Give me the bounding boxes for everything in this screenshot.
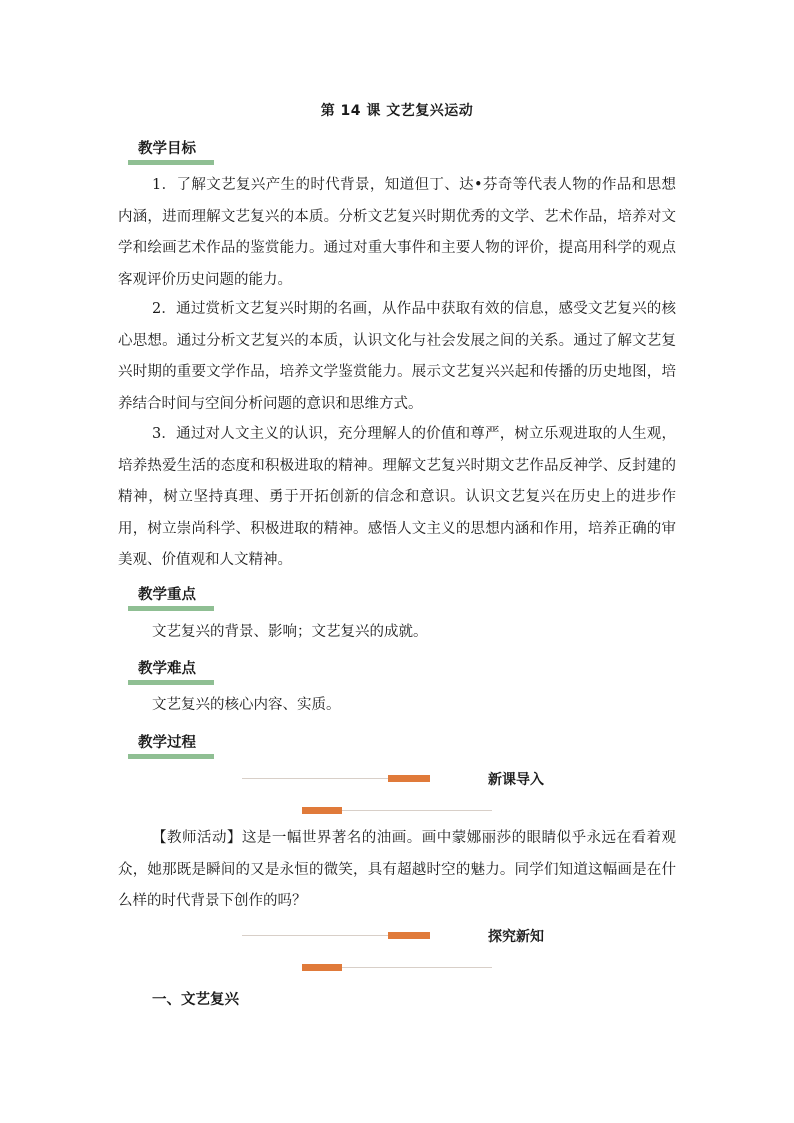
heading-difficulties [128,657,218,685]
heading-label: 教学目标 [138,141,196,157]
heading-bar [128,754,214,759]
decor-bar [302,807,342,814]
lesson-title: 第 14 课 文艺复兴运动 [320,103,474,119]
heading-bar [128,680,214,685]
heading-label: 教学难点 [138,661,196,677]
heading-label: 教学过程 [138,735,196,751]
heading-key-points [128,583,218,611]
section-label: 探究新知 [488,929,544,945]
objective-paragraph-1: 1．了解文艺复兴产生的时代背景，知道但丁、达•芬奇等代表人物的作品和思想内涵，进而理解文艺复兴的本质。分析文艺复兴时期优秀的文学、艺术作品，培养对文学和绘画艺术作品的鉴赏能力。通过对重大事件和主要人物的评价，提高用科学的观点客观评价历史问题的能力。 [118,177,676,288]
teacher-activity-paragraph: 【教师活动】这是一幅世界著名的油画。画中蒙娜丽莎的眼睛似乎永远在看着观众，她那既是瞬间的又是永恒的微笑，具有超越时空的魅力。同学们知道这幅画是在什么样的时代背景下创作的吗？ [118,830,676,909]
objective-paragraph-2: 2．通过赏析文艺复兴时期的名画，从作品中获取有效的信息，感受文艺复兴的核心思想。通过分析文艺复兴的本质，认识文化与社会发展之间的关系。通过了解文艺复兴时期的重要文学作品，培养文学鉴赏能力。展示文艺复兴兴起和传播的历史地图，培养结合时间与空间分析问题的意识和思维方式。 [118,301,676,412]
decor-bar [388,932,430,939]
heading-label: 教学重点 [138,587,196,603]
section-header-intro [240,769,560,819]
heading-objectives [128,137,218,165]
decor-bar [388,775,430,782]
heading-bar [128,606,214,611]
objective-paragraph-3: 3．通过对人文主义的认识，充分理解人的价值和尊严，树立乐观进取的人生观，培养热爱生活的态度和积极进取的精神。理解文艺复兴时期文艺作品反神学、反封建的精神，树立坚持真理、勇于开拓创新的信念和意识。认识文艺复兴在历史上的进步作用，树立崇尚科学、积极进取的精神。感悟人文主义的思想内涵和作用，培养正确的审美观、价值观和人文精神。 [118,426,676,568]
subheading-renaissance: 一、文艺复兴 [152,992,239,1008]
heading-process [128,731,218,759]
difficulties-text: 文艺复兴的核心内容、实质。 [152,697,341,713]
section-header-explore [240,926,560,976]
key-points-text: 文艺复兴的背景、影响；文艺复兴的成就。 [152,624,428,640]
decor-bar [302,964,342,971]
section-label: 新课导入 [488,772,544,788]
heading-bar [128,160,214,165]
